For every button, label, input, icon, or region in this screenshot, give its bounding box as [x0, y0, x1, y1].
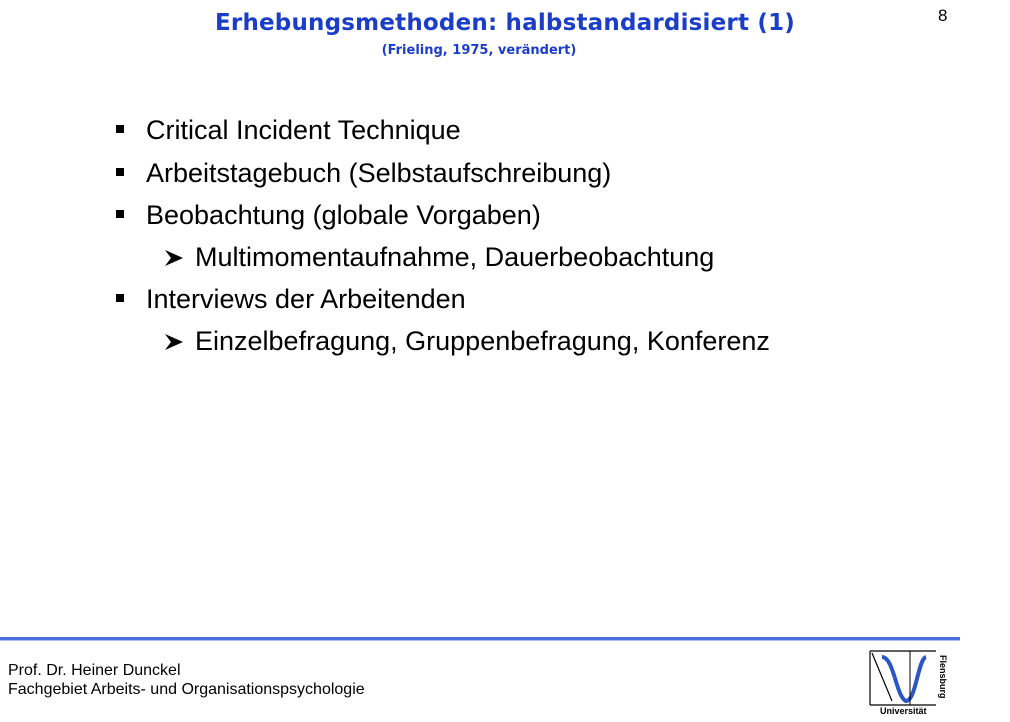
bullet-text: Beobachtung (globale Vorgaben) [146, 200, 541, 230]
arrowhead-bullet-icon [163, 242, 185, 273]
bullet-text: Interviews der Arbeitenden [146, 284, 466, 314]
sub-bullet-text: Einzelbefragung, Gruppenbefragung, Konferenz [195, 326, 770, 356]
university-logo [866, 645, 946, 717]
slide-title: Erhebungsmethoden: halbstandardisiert (1) [214, 10, 795, 36]
square-bullet-icon [116, 210, 124, 218]
logo-bottom-text: Universität [880, 706, 927, 716]
square-bullet-icon [116, 168, 124, 176]
square-bullet-icon [116, 294, 124, 302]
slide-subtitle: (Frieling, 1975, verändert) [381, 43, 577, 58]
bullet-text: Arbeitstagebuch (Selbstaufschreibung) [146, 158, 612, 188]
footer-author: Prof. Dr. Heiner Dunckel [8, 662, 181, 679]
square-bullet-icon [116, 125, 124, 133]
footer-department: Fachgebiet Arbeits- und Organisationspsychologie [8, 681, 365, 698]
bullet-item [116, 115, 461, 146]
footer-divider-shadow [0, 640, 960, 641]
logo-vertical-text: Flensburg [938, 655, 948, 699]
bullet-item [116, 158, 611, 189]
sub-bullet-text: Multimomentaufnahme, Dauerbeobachtung [195, 242, 715, 272]
university-logo-icon [866, 645, 946, 717]
bullet-item [116, 200, 541, 231]
sub-bullet-item [163, 326, 770, 357]
sub-bullet-item [163, 242, 714, 273]
arrowhead-bullet-icon [163, 326, 185, 357]
page-number: 8 [938, 6, 948, 25]
bullet-item [116, 284, 466, 315]
bullet-text: Critical Incident Technique [146, 115, 461, 145]
